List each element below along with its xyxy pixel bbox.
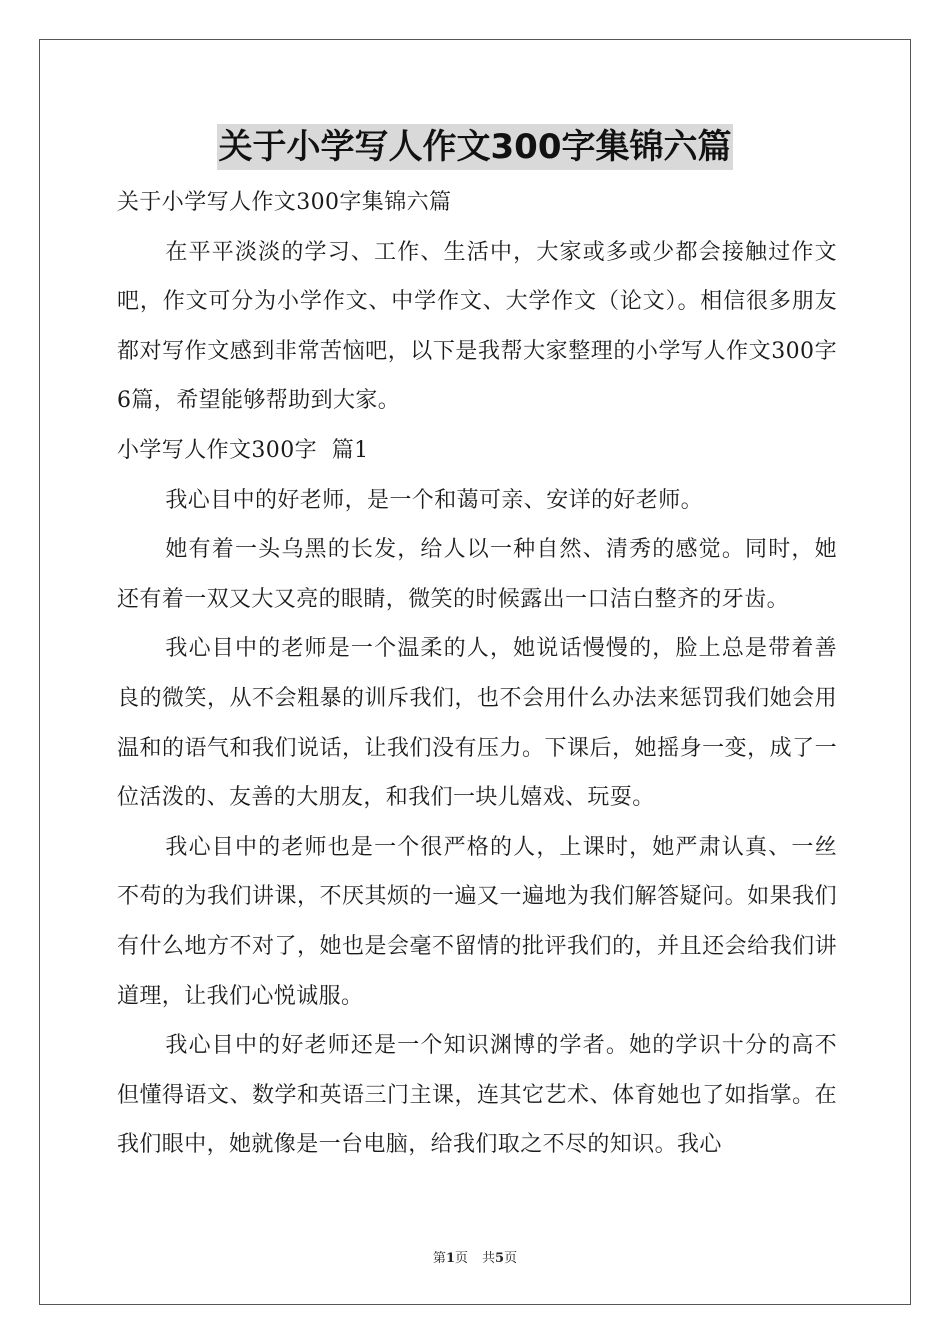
paragraph-intro: 在平平淡淡的学习、工作、生活中，大家或多或少都会接触过作文吧，作文可分为小学作文、中学作文、大学作文（论文）。相信很多朋友都对写作文感到非常苦恼吧，以下是我帮大家整理的小学写人作文300字6篇，希望能够帮助到大家。 bbox=[117, 239, 837, 414]
title-area bbox=[0, 124, 950, 170]
footer-page-prefix: 第 bbox=[432, 1251, 446, 1266]
document-body bbox=[117, 178, 837, 1170]
footer-page-suffix: 页 bbox=[454, 1251, 468, 1266]
paragraph: 我心目中的老师是一个温柔的人，她说话慢慢的，脸上总是带着善良的微笑，从不会粗暴的训斥我们，也不会用什么办法来惩罚我们她会用温和的语气和我们说话，让我们没有压力。下课后，她摇身一变，成了一位活泼的、友善的大朋友，和我们一块儿嬉戏、玩耍。 bbox=[117, 636, 837, 811]
paragraph: 她有着一头乌黑的长发，给人以一种自然、清秀的感觉。同时，她还有着一双又大又亮的眼睛，微笑的时候露出一口洁白整齐的牙齿。 bbox=[117, 537, 837, 612]
footer-total-prefix: 共 bbox=[482, 1251, 496, 1266]
footer-page-number: 1 bbox=[445, 1251, 455, 1266]
paragraph-subtitle: 关于小学写人作文300字集锦六篇 bbox=[117, 190, 452, 215]
footer-total-pages: 5 bbox=[495, 1251, 505, 1266]
footer-total-suffix: 页 bbox=[504, 1251, 518, 1266]
paragraph: 我心目中的好老师还是一个知识渊博的学者。她的学识十分的高不但懂得语文、数学和英语三门主课，连其它艺术、体育她也了如指掌。在我们眼中，她就像是一台电脑，给我们取之不尽的知识。我心 bbox=[117, 1033, 837, 1158]
document-title: 关于小学写人作文300字集锦六篇 bbox=[217, 124, 734, 170]
page-footer bbox=[0, 1247, 950, 1266]
section-heading: 小学写人作文300字 篇1 bbox=[117, 437, 369, 463]
paragraph: 我心目中的老师也是一个很严格的人，上课时，她严肃认真、一丝不苟的为我们讲课，不厌其烦的一遍又一遍地为我们解答疑问。如果我们有什么地方不对了，她也是会毫不留情的批评我们的，并且还会给我们讲道理，让我们心悦诚服。 bbox=[117, 834, 837, 1009]
paragraph: 我心目中的好老师，是一个和蔼可亲、安详的好老师。 bbox=[165, 487, 703, 513]
